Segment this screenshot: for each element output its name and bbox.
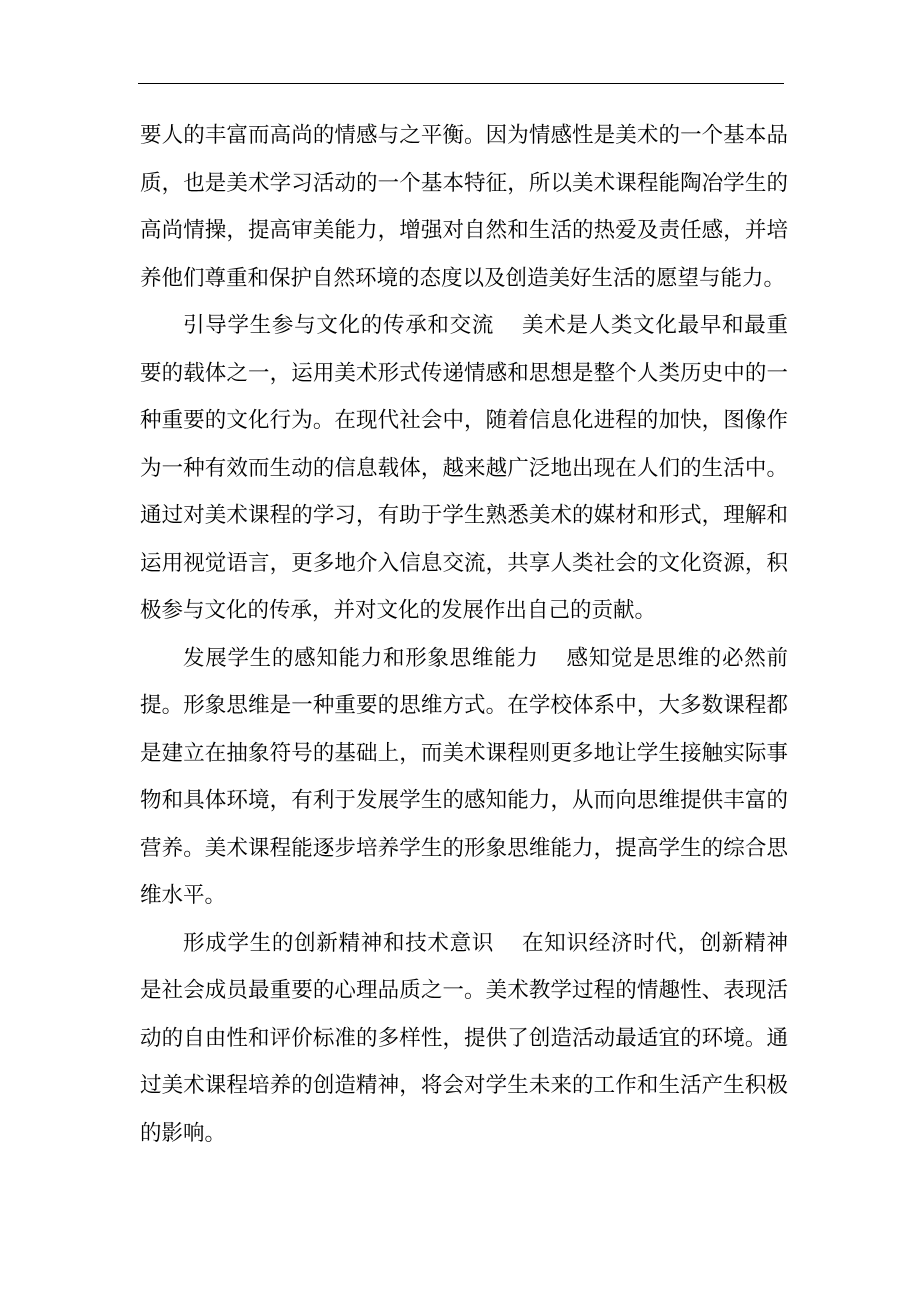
- paragraph-heading: 发展学生的感知能力和形象思维能力: [183, 645, 539, 671]
- paragraph-heading: 引导学生参与文化的传承和交流: [183, 313, 495, 338]
- paragraph-perception: [140, 635, 788, 920]
- paragraph-text: 在知识经济时代，创新精神是社会成员最重要的心理品质之一。美术教学过程的情趣性、表现活动的自由性和评价标准的多样性，提供了创造活动最适宜的环境。通过美术课程培养的创造精神，将会对学生未来的工作和生活产生积极的影响。: [140, 930, 788, 1146]
- paragraph-continuation: [140, 112, 788, 302]
- paragraph-text: 感知觉是思维的必然前提。形象思维是一种重要的思维方式。在学校体系中，大多数课程都是建立在抽象符号的基础上，而美术课程则更多地让学生接触实际事物和具体环境，有利于发展学生的感知能力，从而向思维提供丰富的营养。美术课程能逐步培养学生的形象思维能力，提高学生的综合思维水平。: [140, 645, 788, 908]
- header-rule: [138, 83, 784, 84]
- paragraph-heading: 形成学生的创新精神和技术意识: [183, 930, 495, 956]
- paragraph-innovation: [140, 920, 788, 1158]
- paragraph-text: 要人的丰富而高尚的情感与之平衡。因为情感性是美术的一个基本品质，也是美术学习活动的一个基本特征，所以美术课程能陶冶学生的高尚情操，提高审美能力，增强对自然和生活的热爱及责任感，并培养他们尊重和保护自然环境的态度以及创造美好生活的愿望与能力。: [140, 123, 788, 291]
- paragraph-text: 美术是人类文化最早和最重要的载体之一，运用美术形式传递情感和思想是整个人类历史中的一种重要的文化行为。在现代社会中，随着信息化进程的加快，图像作为一种有效而生动的信息载体，越来越广泛地出现在人们的生活中。通过对美术课程的学习，有助于学生熟悉美术的媒材和形式，理解和运用视觉语言，更多地介入信息交流，共享人类社会的文化资源，积极参与文化的传承，并对文化的发展作出自己的贡献。: [140, 313, 788, 623]
- body-text: [140, 112, 788, 1157]
- paragraph-culture: [140, 302, 788, 635]
